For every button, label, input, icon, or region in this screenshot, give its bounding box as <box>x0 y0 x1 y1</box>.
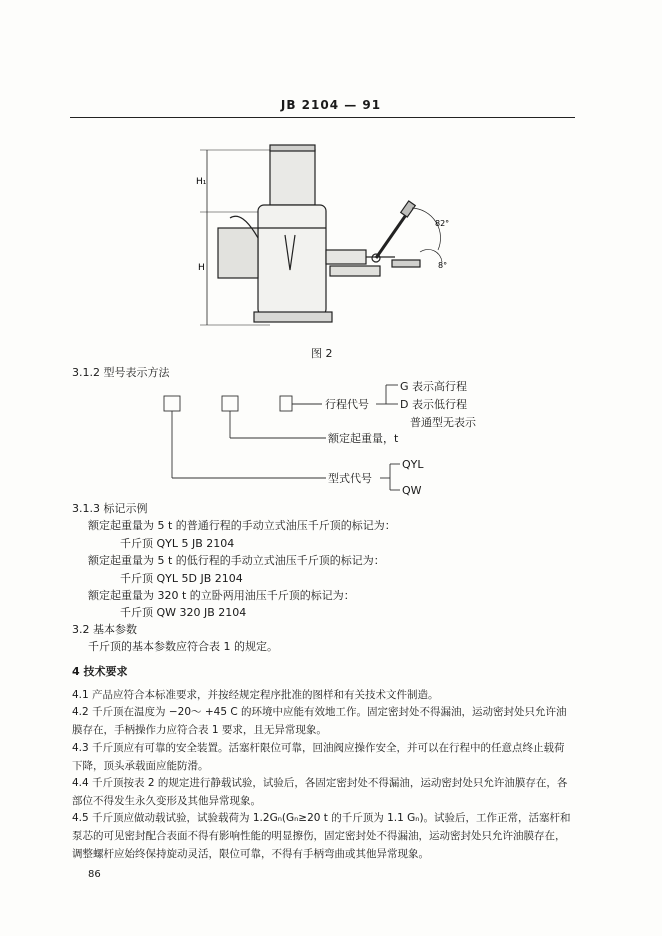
header-rule <box>70 117 575 118</box>
figure-jack-drawing <box>180 140 470 340</box>
example-3-text: 额定起重量为 320 t 的立卧两用油压千斤顶的标记为： <box>88 589 355 602</box>
page-header: JB 2104 — 91 <box>280 98 382 112</box>
para-4-4: 4.4 千斤顶按表 2 的规定进行静载试验，试验后，各固定密封处不得漏油，运动密封处只允许油膜存在，各部位不得发生永久变形及其他异常现象。 <box>72 777 568 807</box>
type-qyl-label: QYL <box>402 458 424 471</box>
para-4-5: 4.5 千斤顶应做动载试验，试验载荷为 1.2Gₙ(Gₙ≥20 t 的千斤顶为 1.1 Gₙ)。试验后，工作正常，活塞杆和泵芯的可见密封配合表面不得有影响性能的明显擦伤，固定密封处不得漏油，运动密封处只允许油膜存在，调整螺杆应始终保持旋动灵活，限位可靠，不得有手柄弯曲或其他异常现象。 <box>72 812 571 860</box>
s4-heading: 4 技术要求 <box>72 665 128 678</box>
s32-text: 千斤顶的基本参数应符合表 1 的规定。 <box>88 640 278 653</box>
para-4-3: 4.3 千斤顶应有可靠的安全装置。活塞杆限位可靠，回油阀应操作安全，并可以在行程中的任意点终止载荷下降，顶头承载面应能防滑。 <box>72 742 565 772</box>
code-d-label: D 表示低行程 <box>400 398 467 411</box>
example-1-text: 额定起重量为 5 t 的普通行程的手动立式油压千斤顶的标记为： <box>88 519 396 532</box>
example-3-code: 千斤顶 QW 320 JB 2104 <box>120 606 247 619</box>
example-2-text: 额定起重量为 5 t 的低行程的手动立式油压千斤顶的标记为： <box>88 554 385 567</box>
type-qw-label: QW <box>402 484 422 497</box>
s313-heading: 3.1.3 标记示例 <box>72 502 148 515</box>
example-1-code: 千斤顶 QYL 5 JB 2104 <box>120 537 235 550</box>
para-4-1: 4.1 产品应符合本标准要求，并按经规定程序批准的图样和有关技术文件制造。 <box>72 689 439 701</box>
s312-heading: 3.1.2 型号表示方法 <box>72 366 170 379</box>
para-4-2: 4.2 千斤顶在温度为 −20～ +45 C 的环境中应能有效地工作。固定密封处不得漏油，运动密封处只允许油膜存在，手柄操作力应符合表 1 要求，且无异常现象。 <box>72 706 567 736</box>
angle-82-label: 82° <box>435 219 450 228</box>
example-2-code: 千斤顶 QYL 5D JB 2104 <box>120 572 243 585</box>
capacity-label: 额定起重量，t <box>328 432 399 445</box>
figure-caption: 图 2 <box>311 347 333 360</box>
code-g-label: G 表示高行程 <box>400 380 468 393</box>
dim-h-label: H <box>198 263 205 273</box>
stroke-code-label: 行程代号 <box>325 398 369 411</box>
code-normal-label: 普通型无表示 <box>410 416 476 429</box>
dim-h1-label: H₁ <box>196 177 207 187</box>
s32-heading: 3.2 基本参数 <box>72 623 137 636</box>
type-code-label: 型式代号 <box>328 472 372 485</box>
angle-8-label: 8° <box>438 261 448 270</box>
page-number: 86 <box>88 869 101 880</box>
